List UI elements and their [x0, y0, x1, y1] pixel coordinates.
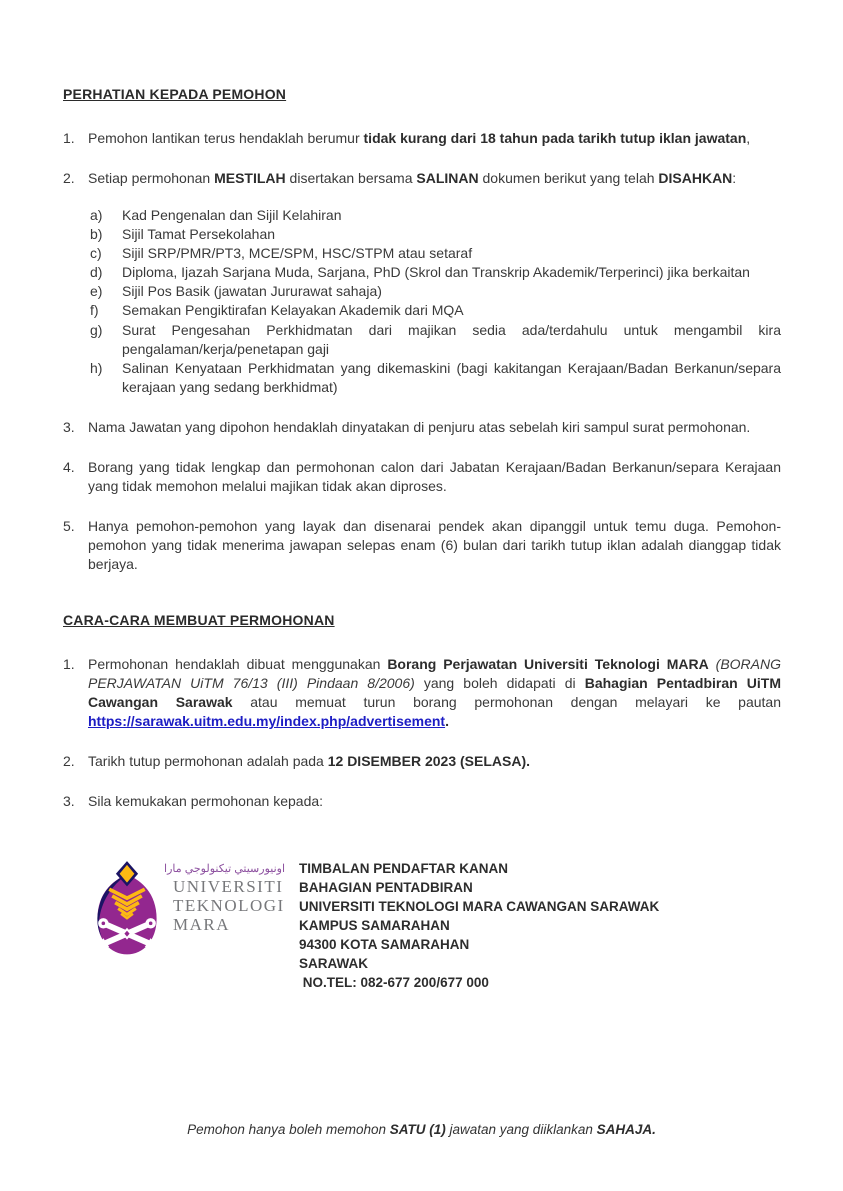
sublist-letter: f): [90, 302, 99, 318]
address-line: NO.TEL: 082-677 200/677 000: [299, 975, 489, 990]
cara-list-item-3: [63, 792, 781, 811]
paragraph: Salinan Kenyataan Perkhidmatan yang dikemaskini (bagi kakitangan Kerajaan/Badan Berkanun/separa kerajaan yang sedang berkhidmat): [122, 360, 781, 395]
address-line: UNIVERSITI TEKNOLOGI MARA CAWANGAN SARAWAK: [299, 899, 660, 914]
logo-wordmark-lines: [173, 877, 285, 934]
sublist-item-h: [90, 359, 781, 397]
sublist-letter: d): [90, 264, 103, 280]
cara-list-item-2: [63, 752, 781, 771]
list-number: 1.: [63, 130, 75, 146]
list-item-3: [63, 418, 781, 437]
logo-wordmark: [164, 863, 285, 934]
cara-list-item-1: [63, 655, 781, 731]
address-line: 94300 KOTA SAMARAHAN: [299, 937, 470, 952]
contact-block: [90, 857, 781, 992]
paragraph: Surat Pengesahan Perkhidmatan dari majikan sedia ada/terdahulu untuk mengambil kira pengalaman/kerja/penetapan gaji: [122, 322, 781, 357]
advertisement-link[interactable]: https://sarawak.uitm.edu.my/index.php/advertisement: [88, 713, 446, 729]
list-number: 2.: [63, 170, 75, 186]
list-number: 3.: [63, 419, 75, 435]
document-sublist: [88, 206, 781, 397]
address-line: KAMPUS SAMARAHAN: [299, 918, 450, 933]
list-item-2: [63, 169, 781, 397]
logo-line-teknologi: TEKNOLOGI: [173, 896, 285, 915]
sublist-letter: a): [90, 207, 103, 223]
list-number: 3.: [63, 793, 75, 809]
address-line: SARAWAK: [299, 956, 369, 971]
paragraph: Tarikh tutup permohonan adalah pada 12 DISEMBER 2023 (SELASA).: [88, 753, 531, 769]
paragraph: Setiap permohonan MESTILAH disertakan bersama SALINAN dokumen berikut yang telah DISAHKAN:: [88, 170, 737, 186]
paragraph: Sijil SRP/PMR/PT3, MCE/SPM, HSC/STPM atau setaraf: [122, 245, 473, 261]
list-item-4: [63, 458, 781, 496]
paragraph: Nama Jawatan yang dipohon hendaklah dinyatakan di penjuru atas sebelah kiri sampul surat permohonan.: [88, 419, 751, 435]
paragraph: Hanya pemohon-pemohon yang layak dan disenarai pendek akan dipanggil untuk temu duga. Pemohon-pemohon yang tidak menerima jawapan selepas enam (6) bulan dari tarikh tutup iklan adalah dianggap tidak berjaya.: [88, 518, 781, 572]
sublist-item-a: [90, 206, 781, 225]
list-number: 2.: [63, 753, 75, 769]
section-heading-cara: CARA-CARA MEMBUAT PERMOHONAN: [63, 612, 335, 628]
address-line: BAHAGIAN PENTADBIRAN: [299, 880, 473, 895]
logo-line-universiti: UNIVERSITI: [173, 877, 284, 896]
paragraph: Diploma, Ijazah Sarjana Muda, Sarjana, PhD (Skrol dan Transkrip Akademik/Terperinci) jika berkaitan: [122, 264, 750, 280]
sublist-item-g: [90, 321, 781, 359]
sublist-letter: h): [90, 360, 103, 376]
paragraph: Permohonan hendaklah dibuat menggunakan Borang Perjawatan Universiti Teknologi MARA (BORANG PERJAWATAN UiTM 76/13 (III) Pindaan 8/2006) yang boleh didapati di Bahagian Pentadbiran UiTM Cawangan Sarawak atau memuat turun borang permohonan dengan melayari ke pautan https://sarawak.uitm.edu.my/index.php/advertisement.: [88, 656, 782, 729]
sublist-item-c: [90, 244, 781, 263]
list-item-5: [63, 517, 781, 574]
list-number: 5.: [63, 518, 75, 534]
footer-note: Pemohon hanya boleh memohon SATU (1) jawatan yang diiklankan SAHAJA.: [187, 1122, 656, 1137]
sublist-item-e: [90, 282, 781, 301]
paragraph: Semakan Pengiktirafan Kelayakan Akademik dari MQA: [122, 302, 464, 318]
address-block: [299, 859, 659, 992]
sublist-item-f: [90, 301, 781, 320]
paragraph: Borang yang tidak lengkap dan permohonan calon dari Jabatan Kerajaan/Badan Berkanun/separa Kerajaan yang tidak memohon melalui majikan tidak akan diproses.: [88, 459, 781, 494]
paragraph: Pemohon lantikan terus hendaklah berumur tidak kurang dari 18 tahun pada tarikh tutup iklan jawatan,: [88, 130, 751, 146]
logo-line-mara: MARA: [173, 915, 231, 934]
logo-jawi-text: اونيورسيتي تيكنولوجي مارا: [164, 863, 285, 875]
list-number: 4.: [63, 459, 75, 475]
sublist-letter: e): [90, 283, 103, 299]
paragraph: Kad Pengenalan dan Sijil Kelahiran: [122, 207, 342, 223]
paragraph: Sila kemukakan permohonan kepada:: [88, 793, 324, 809]
sublist-letter: g): [90, 322, 103, 338]
sublist-item-d: [90, 263, 781, 282]
list-item-1: [63, 129, 781, 148]
uitm-logo-icon: [90, 861, 164, 964]
sublist-item-b: [90, 225, 781, 244]
sublist-letter: c): [90, 245, 102, 261]
paragraph: Sijil Pos Basik (jawatan Jururawat sahaja): [122, 283, 382, 299]
paragraph: Sijil Tamat Persekolahan: [122, 226, 276, 242]
list-number: 1.: [63, 656, 75, 672]
address-line: TIMBALAN PENDAFTAR KANAN: [299, 861, 508, 876]
section-heading-perhatian: PERHATIAN KEPADA PEMOHON: [63, 86, 287, 102]
sublist-letter: b): [90, 226, 103, 242]
